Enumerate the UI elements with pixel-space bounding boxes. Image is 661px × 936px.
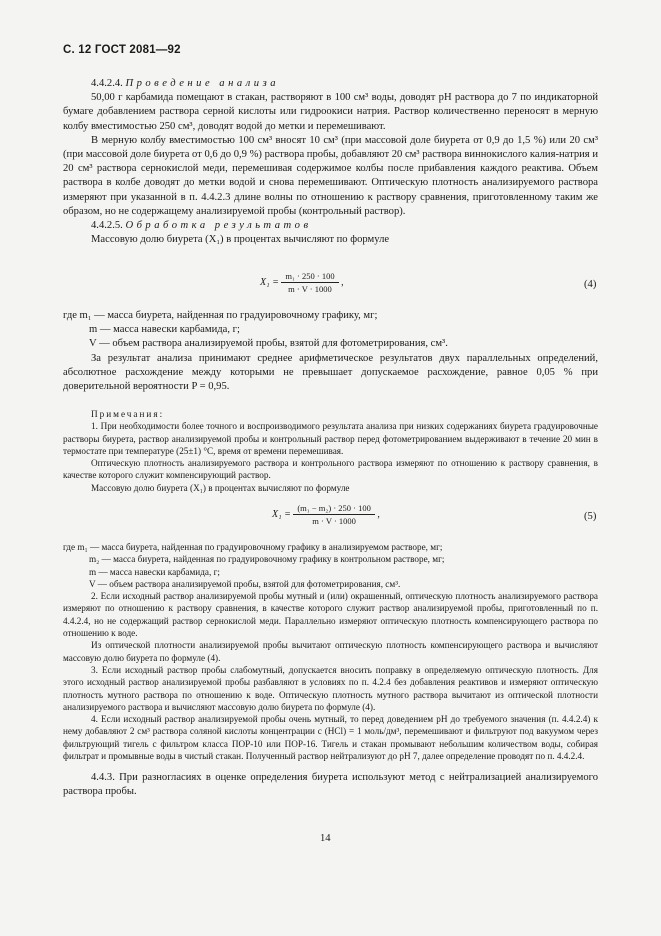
formula-5-numerator: (m₁ − m₂) · 250 · 100 [293,503,375,515]
formula-4-denominator: m · V · 1000 [288,284,332,294]
where-5-line: m₂ — масса биурета, найденная по градуировочному графику в контрольном растворе, мг; [89,554,445,565]
formula-5-tail: , [377,508,380,520]
where-block-4 [63,309,598,394]
section-4424 [63,77,598,247]
where-5-line: где m₁ — масса биурета, найденная по градуировочному графику в анализируемом растворе, мг; [63,542,443,552]
formula-4 [260,271,344,294]
note-3: 3. Если исходный раствор пробы слабомутный, допускается вносить поправку в определяемую оптическую плотность. Для этого исходный раствор анализируемой пробы разбавляют в условиях по п. 4.2.4 без добавления реактивов и измеряют оптическую плотность мутного раствора по отношению к воде. Оптическую плотность мутного раствора вычитают из оптической плотности анализируемого раствора и вычисляют массовую долю биурета по формуле (4). [63,664,598,712]
section-4424-heading [63,77,598,91]
formula-5-denominator: m · V · 1000 [312,516,356,526]
note-4: 4. Если исходный раствор анализируемой пробы очень мутный, то перед доведением pH до требуемого значения (п. 4.4.2.4) к нему добавляют 2 см³ раствора соляной кислоты концентрации с (HCl) = 1 моль/дм³, перемешивают и фильтруют под вакуумом через фильтрующий тигель с фильтром класса ПОР-10 или ПОР-16. Тигель и стакан промывают небольшим количеством воды, собирая фильтрат и промывные воды в чистый стакан. Полученный раствор нейтрализуют до pH 7, далее определение проводят по п. 4.4.2.4. [63,714,598,762]
notes-block [63,408,598,494]
note-2b: Из оптической плотности анализируемой пробы вычитают оптическую плотность компенсирующего раствора и вычисляют массовую долю биурета по формуле (4). [63,640,598,663]
formula-5 [272,503,380,526]
paragraph-4: За результат анализа принимают среднее арифметическое результатов двух параллельных определений, абсолютное расхождение между которыми не превышает допускаемое расхождение, равное 0,05 % при доверительной вероятности P = 0,95. [63,352,598,393]
page-number: 14 [320,833,331,844]
formula-4-number: (4) [584,279,597,290]
formula-5-lhs: X₁ = [272,508,291,520]
paragraph-443: 4.4.3. При разногласиях в оценке определения биурета используют метод с нейтрализацией анализируемого раствора пробы. [63,772,598,798]
where-5-line: V — объем раствора анализируемой пробы, взятой для фотометрирования, см³. [89,578,401,589]
page-header: С. 12 ГОСТ 2081—92 [63,44,181,56]
section-4425-title: Обработка результатов [125,220,312,232]
formula-4-lhs: X₁ = [260,276,279,288]
section-4425-heading [63,219,598,233]
formula-5-fraction [293,503,375,526]
where-5-line: m — масса навески карбамида, г; [89,566,220,577]
formula-4-fraction [281,271,338,294]
formula-4-numerator: m₁ · 250 · 100 [281,271,338,283]
section-4424-title: Проведение анализа [125,78,280,89]
notes-title: Примечания: [91,409,165,419]
section-4425-number: 4.4.2.5. [91,220,123,232]
paragraph-3: Массовую долю биурета (X₁) в процентах вычисляют по формуле [91,234,390,246]
where-4-line: V — объем раствора анализируемой пробы, взятой для фотометрирования, см³. [89,338,448,350]
note-1: 1. При необходимости более точного и воспроизводимого результата анализа при низких содержаниях биурета градуировочные растворы биурета, раствор анализируемой пробы и контрольный раствор перед фотометрированием выдерживают в течение 20 мин в термостате при температуре (25±1) °С, время от времени перемешивая. [63,421,598,456]
note-1c: Массовую долю биурета (X₁) в процентах вычисляют по формуле [91,482,350,493]
where-4-line: m — масса навески карбамида, г; [89,324,240,336]
section-4424-number: 4.4.2.4. [91,78,123,89]
where-4-line: где m₁ — масса биурета, найденная по градуировочному графику, мг; [63,310,378,321]
note-2: 2. Если исходный раствор анализируемой пробы мутный и (или) окрашенный, оптическую плотность анализируемого раствора измеряют по отношению к раствору сравнения, в качестве которого служит раствор анализируемой пробы, приготовленный по п. 4.4.2.4, но не содержащий раствор сернокислой меди. Параллельно измеряют оптическую плотность компенсирующего раствора по отношению к воде. [63,591,598,639]
note-1b: Оптическую плотность анализируемого раствора и контрольного раствора измеряют по отношению к раствору сравнения, в качестве которого служит компенсирующий раствор. [63,458,598,481]
formula-5-number: (5) [584,511,597,522]
paragraph-2: В мерную колбу вместимостью 100 см³ вносят 10 см³ (при массовой доле биурета от 0,9 до 1,5 %) или 20 см³ (при массовой доле биурета от 0,6 до 0,9 %) раствора пробы, добавляют 20 см³ раствора виннокислого калия-натрия и 20 см³ раствора сернокислой меди, перемешивая содержимое колбы после прибавления каждого реактива. Объем раствора в колбе доводят до метки водой и снова перемешивают. Оптическую плотность анализируемого раствора измеряют при указанной в п. 4.4.2.3 длине волны по отношению к раствору сравнения, приготовленному таким же образом, но не содержащему анализируемой пробы (контрольный раствор). [63,134,598,217]
paragraph-1: 50,00 г карбамида помещают в стакан, растворяют в 100 см³ воды, доводят pH раствора до 7 по индикаторной бумаге добавлением раствора серной кислоты или гидроокиси натрия. Раствор количественно переносят в мерную колбу вместимостью 250 см³, доводят водой до метки и перемешивают. [63,92,598,132]
where-block-5 [63,541,598,762]
formula-4-tail: , [341,276,344,288]
section-443 [63,771,598,799]
